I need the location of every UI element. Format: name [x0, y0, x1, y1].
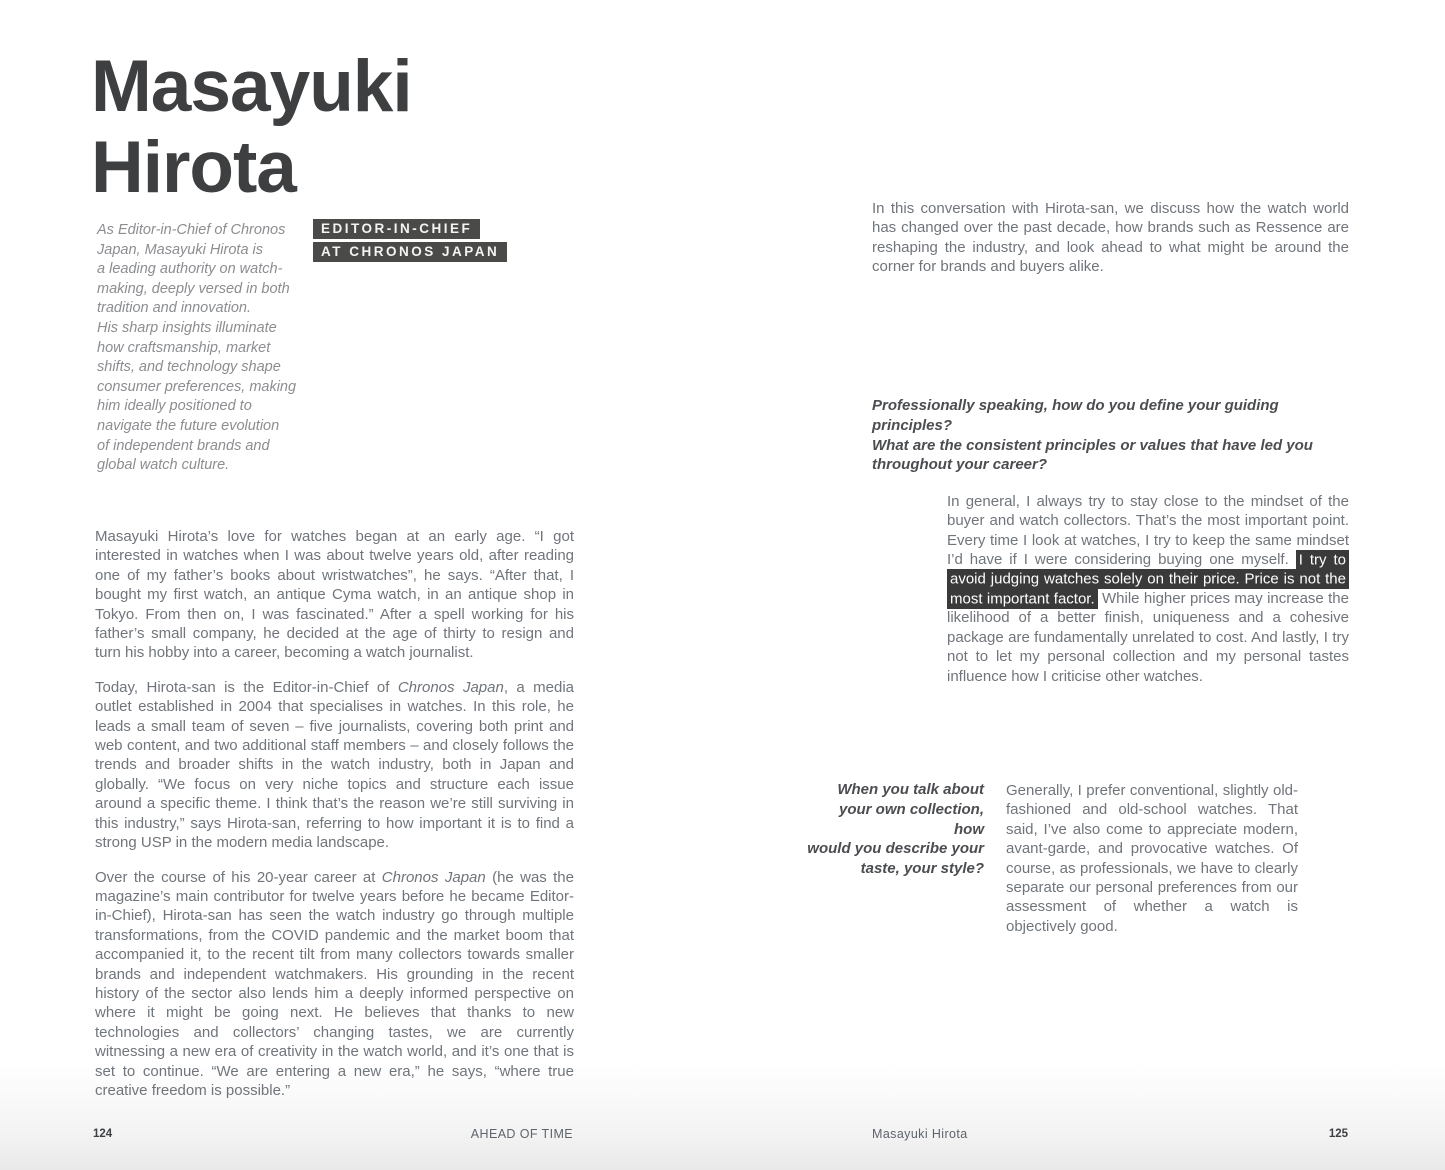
question-2: When you talk about your own collection, how would you describe your taste, your style? — [807, 781, 984, 878]
page-number-left: 124 — [93, 1128, 113, 1140]
author-bio: As Editor-in-Chief of Chronos Japan, Masayuki Hirota is a leading authority on watch- making, deeply versed in both tradition and innovation. His sharp insights illuminate how craftsmanship, market shifts, and technology shape consumer preferences, making him ideally positioned to navigate the future evolution of independent brands and global watch culture. — [97, 222, 297, 474]
role-badge — [313, 219, 507, 265]
running-title-left: AHEAD OF TIME — [470, 1127, 573, 1141]
answer-2: Generally, I prefer conventional, slightly old-fashioned and old-school watches. That said, I’ve also come to appreciate modern, avant-garde, and provocative watches. Of course, as professionals, we have to clearly separate our personal preferences from our assessment of whether a watch is objectively good. — [1006, 782, 1298, 935]
question-1: Professionally speaking, how do you define your guiding principles? What are the consistent principles or values that have led you throughout your career? — [872, 397, 1313, 474]
page-title: Masayuki Hirota — [91, 46, 412, 208]
body-paragraph-1: Masayuki Hirota’s love for watches began at an early age. “I got interested in watches when I was about twelve years old, after reading one of my father’s books about wristwatches”, he says. “After that, I bought my first watch, an antique Cyma watch, in an antique shop in Tokyo. From then on, I was fascinated.” After a spell working for his father’s small company, he decided at the age of thirty to resign and turn his hobby into a career, becoming a watch journalist. — [95, 528, 574, 662]
page-number-right: 125 — [1328, 1128, 1348, 1140]
running-title-right: Masayuki Hirota — [872, 1127, 968, 1141]
body-paragraph-3: Over the course of his 20-year career at Chronos Japan (he was the magazine’s main contributor for twelve years before he became Editor-in-Chief), Hirota-san has seen the watch industry go through multiple transformations, from the COVID pandemic and the market boom that accompanied it, to the recent tilt from many collectors towards smaller brands and independent watchmakers. His grounding in the recent history of the sector also lends him a deeply informed perspective on where it might be going next. He believes that thanks to new technologies and collectors’ changing tastes, we are currently witnessing a new era of creativity in the watch world, and it’s one that is set to continue. “We are entering a new era,” he says, “where true creative freedom is possible.” — [95, 868, 574, 1099]
role-badge-line1: EDITOR-IN-CHIEF — [313, 219, 480, 239]
role-badge-line2: AT CHRONOS JAPAN — [313, 242, 507, 262]
body-paragraph-2: Today, Hirota-san is the Editor-in-Chief of Chronos Japan, a media outlet established in 2004 that specialises in watches. In this role, he leads a small team of seven – five journalists, covering both print and web content, and two additional staff members – and closely follows the trends and broader shifts in the watch industry, both in Japan and globally. “We focus on very niche topics and structure each issue around a specific theme. I think that’s the reason we’re still surviving in this industry,” says Hirota-san, referring to how important it is to find a strong USP in the modern media landscape. — [95, 678, 575, 852]
interview-intro: In this conversation with Hirota-san, we discuss how the watch world has changed over the past decade, how brands such as Ressence are reshaping the industry, and look ahead to what might be around the corner for brands and buyers alike. — [872, 200, 1349, 276]
answer-1: In general, I always try to stay close to the mindset of the buyer and watch collectors. That’s the most important point. Every time I look at watches, I try to keep the same mindset I’d have if I were considering buying one myself. I try to avoid judging watches solely on their price. Price is not the most important factor. While higher prices may increase the likelihood of a better finish, uniqueness and a cohesive package are fundamentally unrelated to cost. And lastly, I try not to let my personal collection and my personal tastes influence how I criticise other watches. — [947, 493, 1349, 685]
left-body-column — [95, 527, 574, 1115]
